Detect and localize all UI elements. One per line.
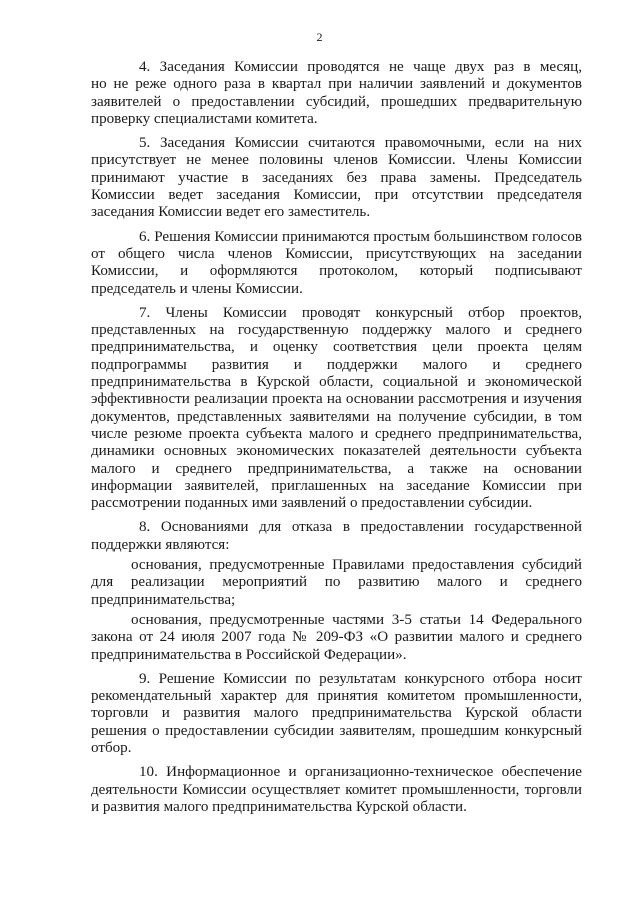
paragraph-line: заявителей о предоставлении субсидий, прошедших предварительную (91, 93, 582, 110)
paragraph-line: предпринимательства в Курской области, социальной и экономической (91, 374, 582, 391)
paragraph-line: деятельности Комиссии осуществляет комитет промышленности, торговли (91, 781, 582, 798)
paragraph-line: поддержки являются: (91, 536, 230, 553)
paragraph-line: принимают участие в заседаниях без права замены. Председатель (91, 169, 582, 186)
paragraph-line: числе резюме проекта субъекта малого и среднего предпринимательства, (91, 425, 582, 442)
paragraph-line: подпрограммы развития и поддержки малого и среднего (91, 356, 582, 373)
paragraph-p4 (91, 59, 582, 128)
paragraph-line: рассмотрении поданных ими заявлений о предоставлении субсидии. (91, 495, 533, 512)
paragraph-line: Комиссии ведет заседания Комиссии, при отсутствии председателя (91, 187, 582, 204)
paragraph-p8a (91, 557, 582, 609)
paragraph-line: решения о предоставлении субсидии заявителям, прошедшим конкурсный (91, 722, 582, 739)
paragraph-line: торговли и развития малого предпринимательства Курской области (91, 705, 582, 722)
paragraph-line: рекомендательный характер для принятия комитетом промышленности, (91, 688, 582, 705)
paragraph-line: 8. Основаниями для отказа в предоставлении государственной (139, 519, 582, 536)
paragraph-line: отбор. (91, 739, 132, 756)
paragraph-line: информации заявителей, приглашенных на заседание Комиссии при (91, 477, 582, 494)
paragraph-line: для реализации мероприятий по развитию малого и среднего (91, 574, 582, 591)
paragraph-p8 (91, 519, 582, 554)
paragraph-line: проверку специалистами комитета. (91, 110, 318, 127)
paragraph-line: представленных на государственную поддержку малого и среднего (91, 322, 582, 339)
paragraph-line: основания, предусмотренные частями 3-5 статьи 14 Федерального (131, 611, 582, 628)
paragraph-line: эффективности реализации проекта на основании рассмотрения и изучения (91, 391, 582, 408)
paragraph-line: 9. Решение Комиссии по результатам конкурсного отбора носит (139, 670, 582, 687)
paragraph-line: и развития малого предпринимательства Курской области. (91, 798, 467, 815)
paragraph-line: предпринимательства в Российской Федерации». (91, 646, 407, 663)
paragraph-line: основания, предусмотренные Правилами предоставления субсидий (131, 557, 582, 574)
paragraph-line: предпринимательства; (91, 591, 236, 608)
paragraph-line: 7. Члены Комиссии проводят конкурсный отбор проектов, (139, 304, 582, 321)
paragraph-p6 (91, 229, 582, 298)
paragraph-line: заседания Комиссии ведет его заместитель. (91, 204, 371, 221)
paragraph-line: от общего числа членов Комиссии, присутствующих на заседании (91, 245, 582, 262)
paragraph-line: 5. Заседания Комиссии считаются правомочными, если на них (139, 135, 582, 152)
paragraph-line: малого и среднего предпринимательства, а также на основании (91, 460, 582, 477)
paragraph-p7 (91, 305, 582, 513)
paragraph-p5 (91, 135, 582, 221)
paragraph-line: но не реже одного раза в квартал при наличии заявлений и документов (91, 76, 582, 93)
paragraph-line: председатель и члены Комиссии. (91, 280, 303, 297)
paragraph-p10 (91, 764, 582, 816)
paragraph-p8b (91, 612, 582, 664)
page-number: 2 (316, 30, 323, 44)
paragraph-line: предпринимательства, и оценку соответствия цели проекта целям (91, 339, 582, 356)
paragraph-line: присутствует не менее половины членов Комиссии. Члены Комиссии (91, 152, 582, 169)
paragraph-line: 10. Информационное и организационно-техническое обеспечение (139, 764, 582, 781)
document-body (91, 59, 582, 823)
paragraph-line: 4. Заседания Комиссии проводятся не чаще двух раз в месяц, (139, 59, 582, 75)
paragraph-line: Комиссии, и оформляются протоколом, который подписывают (91, 263, 582, 280)
paragraph-p9 (91, 671, 582, 757)
paragraph-line: документов, представленных заявителями на получение субсидии, в том (91, 408, 582, 425)
paragraph-line: 6. Решения Комиссии принимаются простым большинством голосов (139, 228, 582, 245)
paragraph-line: закона от 24 июля 2007 года № 209-ФЗ «О развитии малого и среднего (91, 629, 582, 646)
paragraph-line: динамики основных экономических показателей деятельности субъекта (91, 443, 582, 460)
